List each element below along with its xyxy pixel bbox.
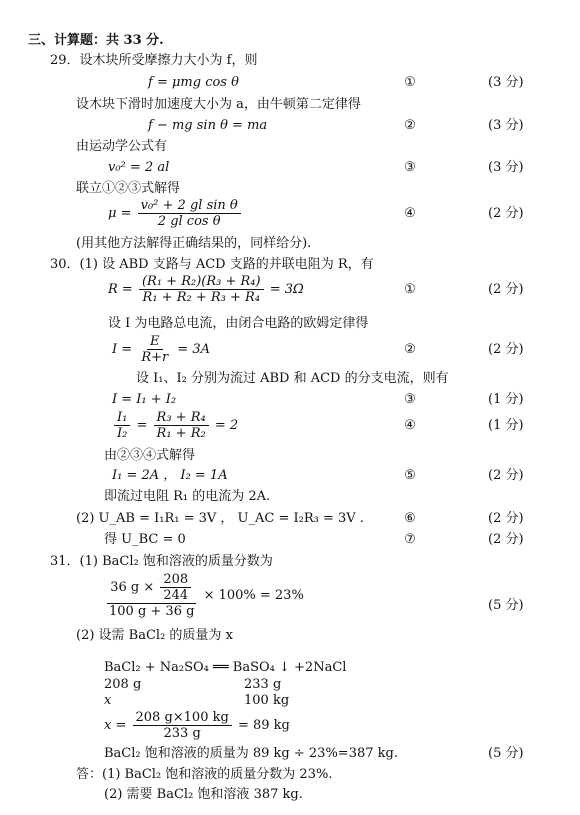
q30-eq2-number: ② — [404, 342, 416, 357]
q29-line3: 由运动学公式有 — [76, 139, 168, 154]
q31-reaction: BaCl₂ + Na₂SO₄ ══ BaSO₄ ↓ +2NaCl — [104, 660, 347, 675]
q30-eq4-fraction — [154, 410, 209, 441]
q31-mass1-right: 233 g — [244, 677, 282, 692]
q30-eq2-lhs: I = — [112, 342, 133, 357]
q29-eq2-number: ② — [404, 118, 416, 133]
q30-eq4-ratio-numerator: I₁ — [114, 410, 130, 426]
section-title: 三、计算题：共 33 分. — [28, 33, 164, 48]
q31-eq1-fraction — [106, 572, 197, 619]
q30-line6: 即流过电阻 R₁ 的电流为 2A. — [104, 489, 271, 504]
q29-eq1-number: ① — [404, 75, 416, 90]
q31-line2: (2) 设需 BaCl₂ 的质量为 x — [76, 628, 233, 643]
q30-eq6: (2) U_AB = I₁R₁ = 3V ， U_AC = I₂R₃ = 3V . — [76, 511, 364, 526]
q31-mass1-left: 208 g — [104, 677, 142, 692]
q29-eq4-numerator: v₀² + 2 gl sin θ — [138, 198, 241, 214]
q30-eq5-score: (2 分) — [488, 468, 524, 483]
q30-eq1-fraction — [139, 274, 264, 305]
q30-eq1 — [108, 274, 304, 305]
q31-eq1-top-text: 36 g × — [110, 580, 155, 595]
q29-eq1: f = μmg cos θ — [148, 75, 239, 90]
q31-mass2-left: x — [104, 693, 112, 708]
q29-line2: 设木块下滑时加速度大小为 a，由牛顿第二定律得 — [76, 97, 361, 112]
q31-eq1-numerator — [107, 572, 196, 604]
q30-eq5: I₁ = 2A ， I₂ = 1A — [112, 468, 228, 483]
q31-mass2-right: 100 kg — [244, 693, 290, 708]
q29-eq3-score: (3 分) — [488, 160, 524, 175]
q30-eq3-number: ③ — [404, 392, 416, 407]
q29-intro: 29．设木块所受摩擦力大小为 f，则 — [50, 53, 258, 68]
q29-eq4 — [108, 198, 243, 229]
q29-eq3-number: ③ — [404, 160, 416, 175]
q30-eq2-fraction — [138, 334, 171, 365]
q30-eq1-number: ① — [404, 282, 416, 297]
q31-eq1-inner-numerator: 208 — [160, 572, 191, 588]
q31-eq1-inner-denominator: 244 — [163, 588, 189, 603]
q30-eq7-number: ⑦ — [404, 532, 416, 547]
q29-eq4-denominator: 2 gl cos θ — [157, 214, 221, 229]
q30-eq4-ratio-denominator: I₂ — [117, 426, 128, 441]
q31-eq1-denominator: 100 g + 36 g — [109, 604, 195, 619]
q30-line2: 设 I 为电路总电流，由闭合电路的欧姆定律得 — [108, 316, 369, 331]
q30-intro: 30．(1) 设 ABD 支路与 ACD 支路的并联电阻为 R，有 — [50, 257, 374, 272]
q30-eq2-score: (2 分) — [488, 342, 524, 357]
q31-eq2 — [104, 710, 290, 741]
q30-eq4-numerator: R₃ + R₄ — [154, 410, 209, 426]
q30-eq4-ratio — [114, 410, 130, 441]
q30-eq2-denominator: R+r — [141, 350, 169, 365]
q31-eq2-rhs: = 89 kg — [237, 718, 290, 733]
q31-eq2-fraction — [133, 710, 232, 741]
q30-eq3: I = I₁ + I₂ — [112, 392, 177, 407]
q31-eq2-numerator: 208 g×100 kg — [133, 710, 232, 726]
q30-eq3-score: (1 分) — [488, 392, 524, 407]
q30-eq4-number: ④ — [404, 418, 416, 433]
q29-eq3: v₀² = 2 al — [108, 160, 170, 175]
q31-eq1 — [104, 572, 304, 619]
q29-line4: 联立①②③式解得 — [76, 181, 181, 196]
q29-eq1-score: (3 分) — [488, 75, 524, 90]
q31-line3: BaCl₂ 饱和溶液的质量为 89 kg ÷ 23%=387 kg. — [104, 746, 398, 761]
q31-intro: 31．(1) BaCl₂ 饱和溶液的质量分数为 — [50, 554, 273, 569]
q30-eq4-equals: = — [136, 418, 148, 433]
q31-eq1-rhs: × 100% = 23% — [203, 588, 304, 603]
q29-eq4-score: (2 分) — [488, 206, 524, 221]
q29-eq2: f − mg sin θ = ma — [148, 118, 268, 133]
q30-eq5-number: ⑤ — [404, 468, 416, 483]
q30-eq7-score: (2 分) — [488, 532, 524, 547]
q31-line3-score: (5 分) — [488, 746, 524, 761]
q29-note: (用其他方法解得正确结果的，同样给分). — [76, 236, 312, 251]
q30-eq1-denominator: R₁ + R₂ + R₃ + R₄ — [142, 290, 261, 305]
q30-eq1-lhs: R = — [108, 282, 133, 297]
q29-eq4-fraction — [138, 198, 241, 229]
q31-eq1-inner-fraction — [160, 572, 191, 603]
q30-eq2-numerator: E — [147, 334, 163, 350]
q30-eq4 — [112, 410, 238, 441]
q30-eq6-number: ⑥ — [404, 511, 416, 526]
q30-eq6-score: (2 分) — [488, 511, 524, 526]
q31-eq1-score: (5 分) — [488, 598, 524, 613]
q29-eq4-number: ④ — [404, 206, 416, 221]
q31-eq2-lhs: x = — [104, 718, 127, 733]
q31-answer2: (2) 需要 BaCl₂ 饱和溶液 387 kg. — [104, 787, 303, 802]
q30-line5: 由②③④式解得 — [104, 448, 196, 463]
q30-eq2 — [112, 334, 210, 365]
q31-eq2-denominator: 233 g — [163, 726, 201, 741]
q29-eq2-score: (3 分) — [488, 118, 524, 133]
q30-eq4-score: (1 分) — [488, 418, 524, 433]
q30-line3: 设 I₁、I₂ 分别为流过 ABD 和 ACD 的分支电流，则有 — [136, 371, 449, 386]
q30-eq4-denominator: R₁ + R₂ — [156, 426, 206, 441]
q30-eq1-numerator: (R₁ + R₂)(R₃ + R₄) — [139, 274, 264, 290]
q30-eq1-rhs: = 3Ω — [269, 282, 304, 297]
q29-eq4-lhs: μ = — [108, 206, 132, 221]
q30-eq1-score: (2 分) — [488, 282, 524, 297]
q30-eq7: 得 U_BC = 0 — [104, 532, 186, 547]
q30-eq4-rhs: = 2 — [214, 418, 239, 433]
q31-answer1: 答：(1) BaCl₂ 饱和溶液的质量分数为 23%. — [76, 767, 333, 782]
q30-eq2-rhs: = 3A — [177, 342, 211, 357]
